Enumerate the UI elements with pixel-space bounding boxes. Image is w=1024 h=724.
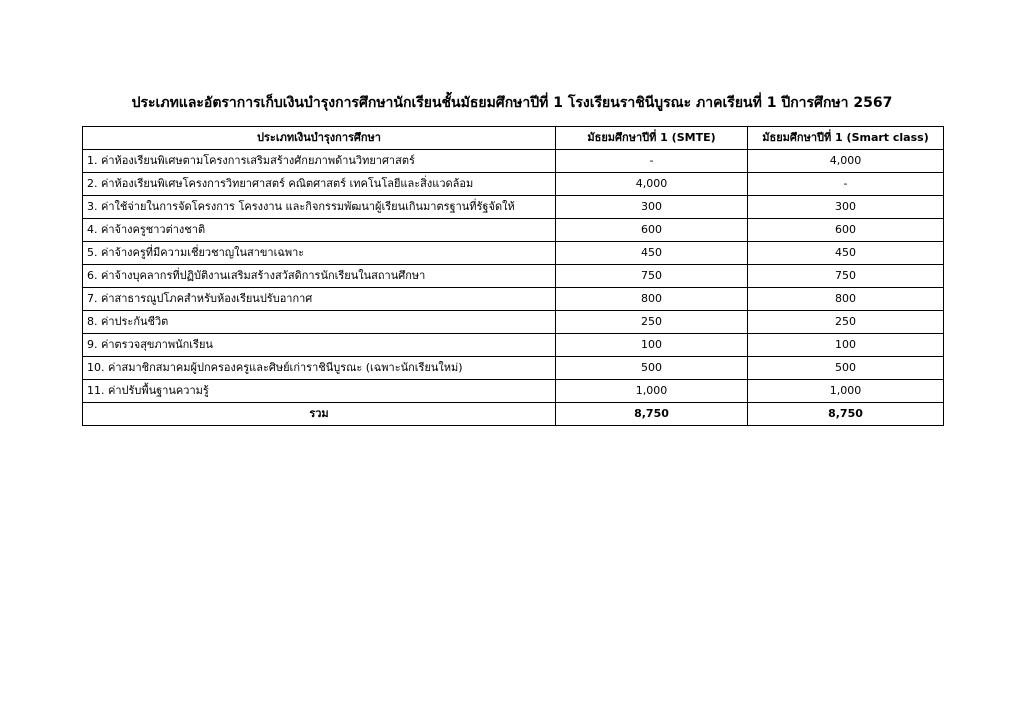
table-row — [83, 242, 944, 265]
table-row — [83, 196, 944, 219]
fee-item-cell: 10. ค่าสมาชิกสมาคมผู้ปกครองครูและศิษย์เก่าราชินีบูรณะ (เฉพาะนักเรียนใหม่) — [83, 357, 556, 380]
header-fee-type: ประเภทเงินบำรุงการศึกษา — [83, 127, 556, 150]
smte-amount-cell: 1,000 — [556, 380, 748, 403]
smte-amount-cell: 800 — [556, 288, 748, 311]
fee-item-cell: 2. ค่าห้องเรียนพิเศษโครงการวิทยาศาสตร์ คณิตศาสตร์ เทคโนโลยีและสิ่งแวดล้อม — [83, 173, 556, 196]
table-row — [83, 311, 944, 334]
fee-item-cell: 11. ค่าปรับพื้นฐานความรู้ — [83, 380, 556, 403]
page-title: ประเภทและอัตราการเก็บเงินบำรุงการศึกษานักเรียนชั้นมัธยมศึกษาปีที่ 1 โรงเรียนราชินีบูรณะ ภาคเรียนที่ 1 ปีการศึกษา 2567 — [131, 95, 893, 111]
fee-item-cell: 1. ค่าห้องเรียนพิเศษตามโครงการเสริมสร้างศักยภาพด้านวิทยาศาสตร์ — [83, 150, 556, 173]
smte-amount-cell: 750 — [556, 265, 748, 288]
fee-item-cell: 9. ค่าตรวจสุขภาพนักเรียน — [83, 334, 556, 357]
table-header-row — [83, 127, 944, 150]
fee-item-cell: 5. ค่าจ้างครูที่มีความเชี่ยวชาญในสาขาเฉพาะ — [83, 242, 556, 265]
total-smte-amount: 8,750 — [556, 403, 748, 426]
smart-class-amount-cell: 600 — [748, 219, 944, 242]
table-row — [83, 150, 944, 173]
smart-class-amount-cell: 250 — [748, 311, 944, 334]
smte-amount-cell: 100 — [556, 334, 748, 357]
fee-item-cell: 7. ค่าสาธารณูปโภคสำหรับห้องเรียนปรับอากาศ — [83, 288, 556, 311]
smart-class-amount-cell: 4,000 — [748, 150, 944, 173]
smte-amount-cell: 600 — [556, 219, 748, 242]
fee-item-cell: 8. ค่าประกันชีวิต — [83, 311, 556, 334]
smart-class-amount-cell: 500 — [748, 357, 944, 380]
smte-amount-cell: 250 — [556, 311, 748, 334]
smte-amount-cell: - — [556, 150, 748, 173]
table-row — [83, 357, 944, 380]
table-row — [83, 380, 944, 403]
table-row — [83, 219, 944, 242]
table-row — [83, 265, 944, 288]
fee-item-cell: 3. ค่าใช้จ่ายในการจัดโครงการ โครงงาน และกิจกรรมพัฒนาผู้เรียนเกินมาตรฐานที่รัฐจัดให้ — [83, 196, 556, 219]
table-row — [83, 334, 944, 357]
smart-class-amount-cell: - — [748, 173, 944, 196]
table-row — [83, 173, 944, 196]
total-row — [83, 403, 944, 426]
total-smart-class-amount: 8,750 — [748, 403, 944, 426]
smart-class-amount-cell: 1,000 — [748, 380, 944, 403]
fee-item-cell: 6. ค่าจ้างบุคลากรที่ปฏิบัติงานเสริมสร้างสวัสดิการนักเรียนในสถานศึกษา — [83, 265, 556, 288]
smart-class-amount-cell: 100 — [748, 334, 944, 357]
smte-amount-cell: 4,000 — [556, 173, 748, 196]
smte-amount-cell: 300 — [556, 196, 748, 219]
header-smart-class: มัธยมศึกษาปีที่ 1 (Smart class) — [748, 127, 944, 150]
smart-class-amount-cell: 300 — [748, 196, 944, 219]
fee-table — [82, 126, 944, 426]
smte-amount-cell: 450 — [556, 242, 748, 265]
fee-item-cell: 4. ค่าจ้างครูชาวต่างชาติ — [83, 219, 556, 242]
total-label: รวม — [83, 403, 556, 426]
smte-amount-cell: 500 — [556, 357, 748, 380]
smart-class-amount-cell: 450 — [748, 242, 944, 265]
smart-class-amount-cell: 750 — [748, 265, 944, 288]
header-smte: มัธยมศึกษาปีที่ 1 (SMTE) — [556, 127, 748, 150]
smart-class-amount-cell: 800 — [748, 288, 944, 311]
table-row — [83, 288, 944, 311]
